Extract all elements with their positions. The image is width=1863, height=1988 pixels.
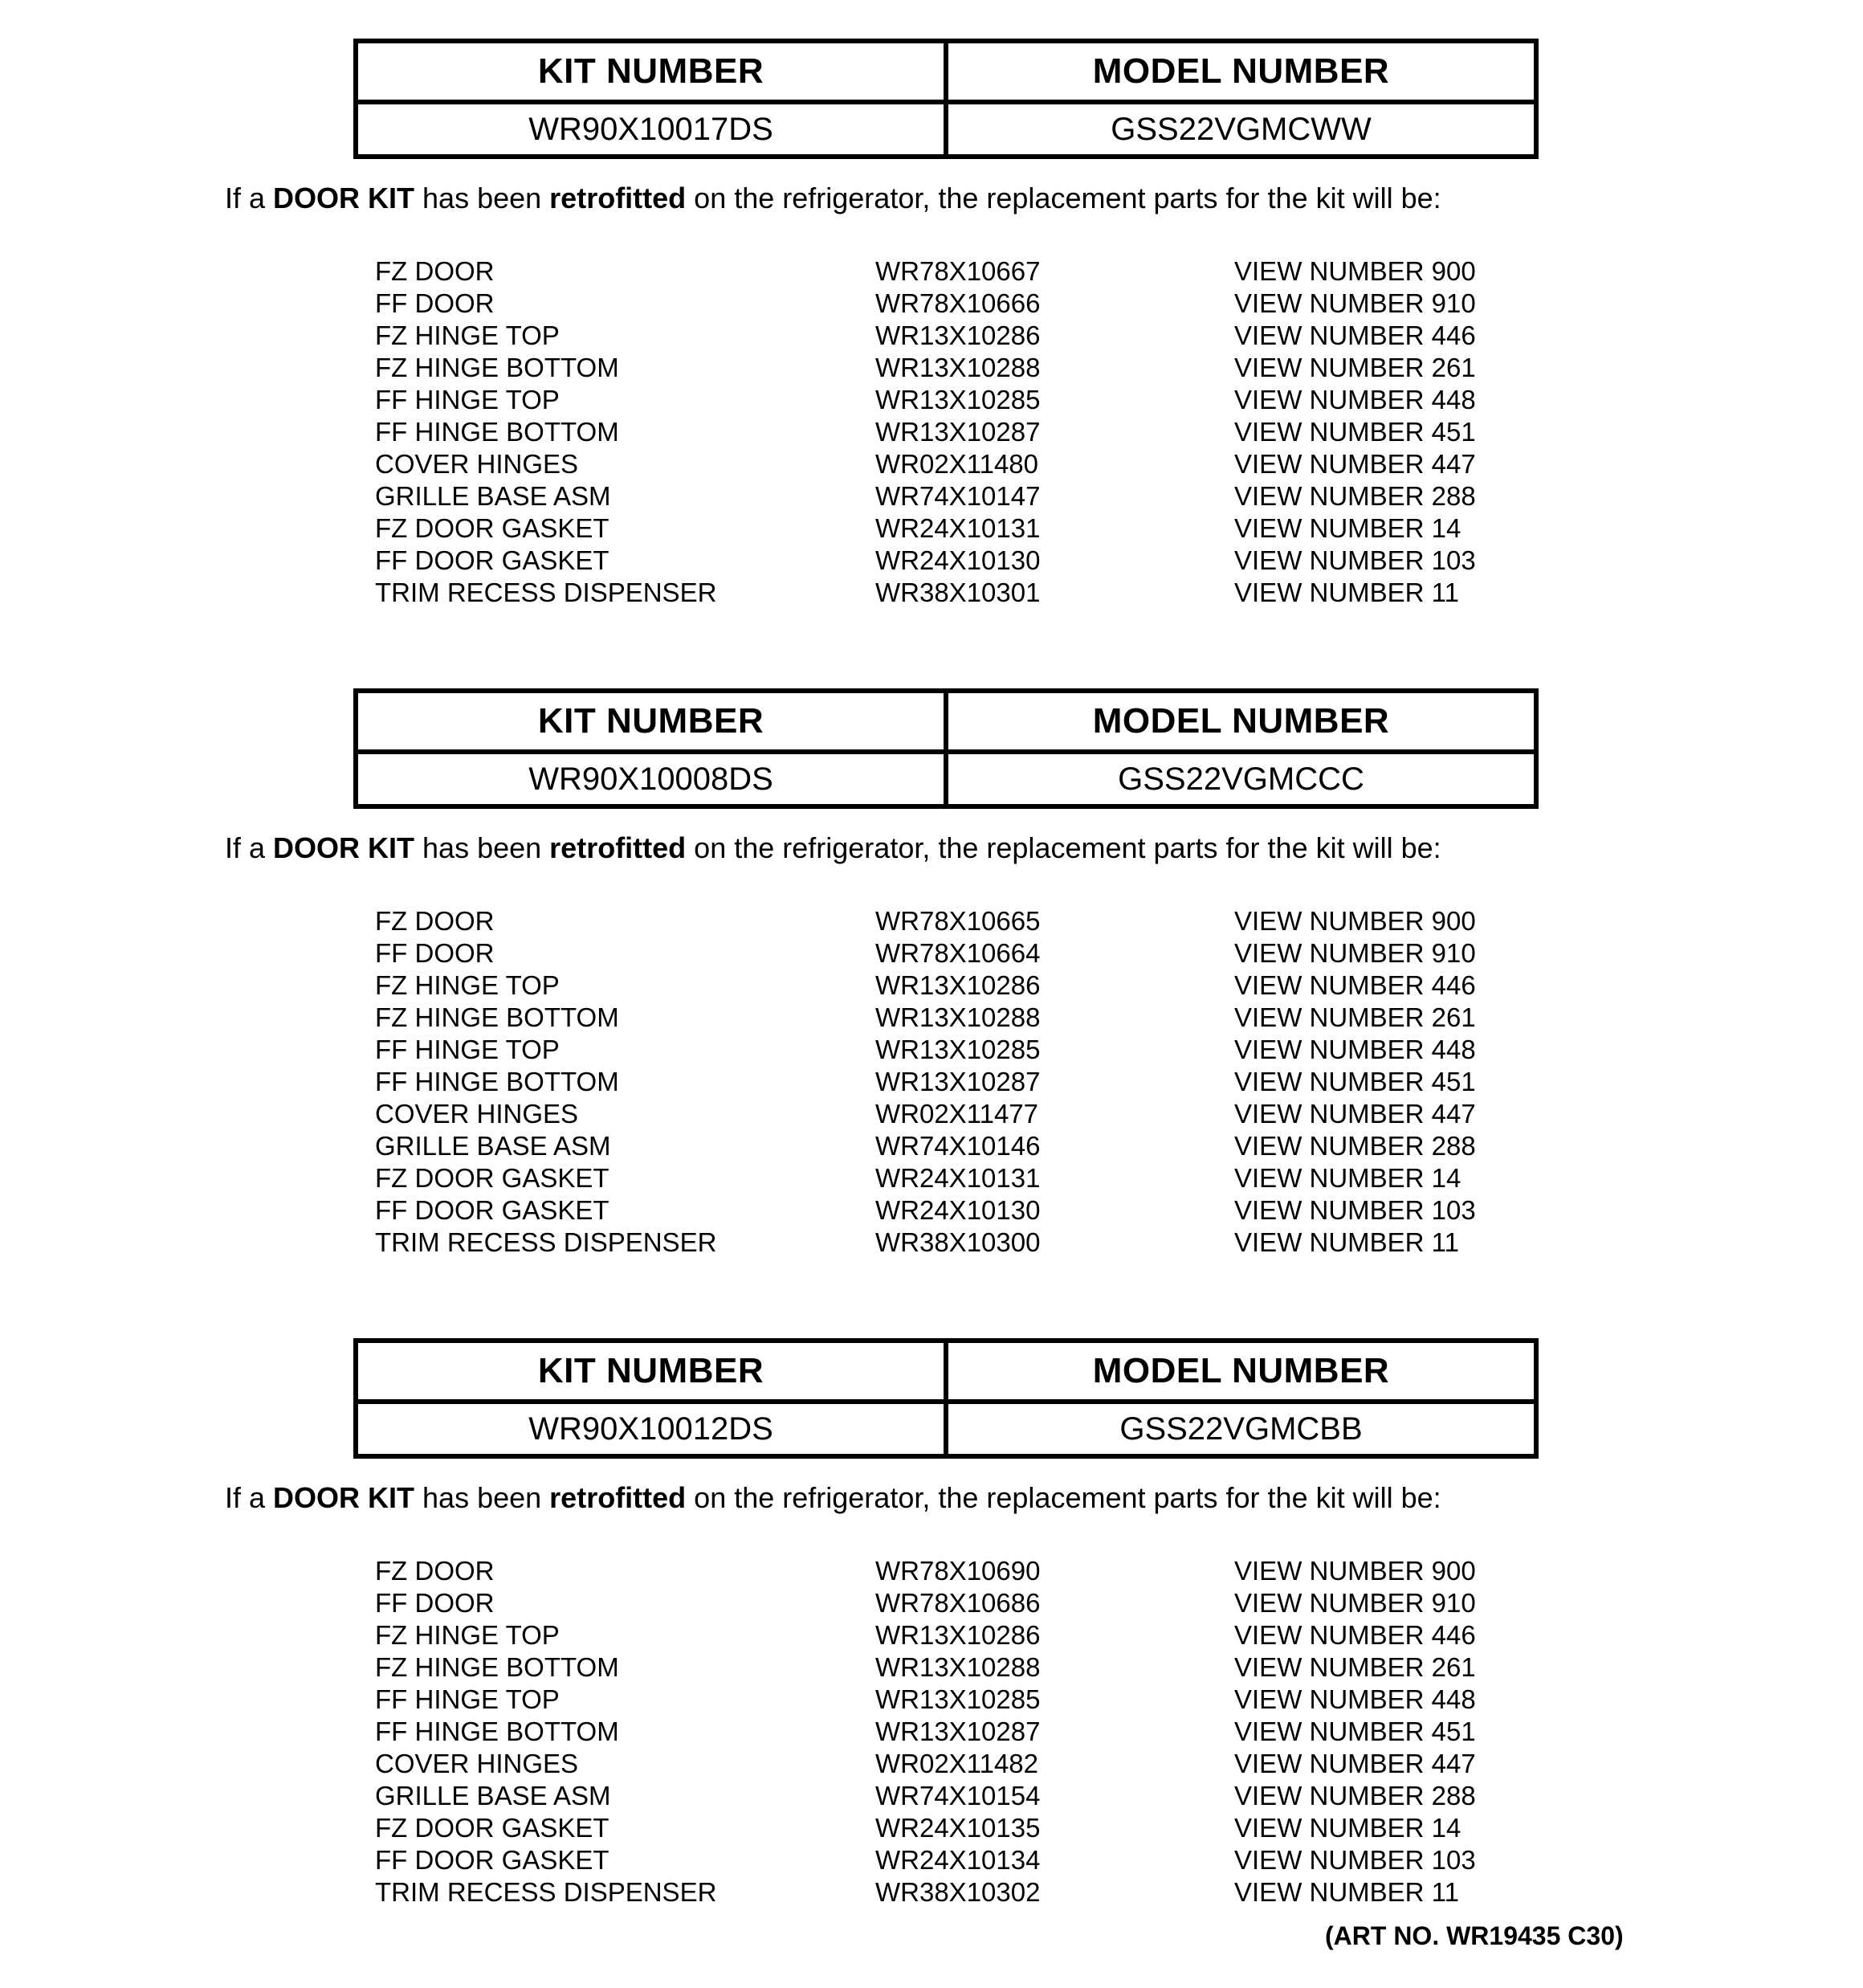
model-number-header: MODEL NUMBER <box>946 1341 1536 1402</box>
retrofitted-emphasis: retrofitted <box>549 831 687 864</box>
model-number-header: MODEL NUMBER <box>946 691 1536 752</box>
part-number: WR78X10665 <box>875 906 1041 936</box>
parts-list-1 <box>375 255 1863 609</box>
parts-row <box>375 937 1863 970</box>
intro-text-segment: on the refrigerator, the replacement parts for the kit will be: <box>686 182 1441 214</box>
view-number: VIEW NUMBER 451 <box>1234 1717 1476 1746</box>
parts-row <box>375 1651 1863 1684</box>
part-name: FF HINGE BOTTOM <box>375 1717 619 1746</box>
view-number: VIEW NUMBER 14 <box>1234 513 1461 543</box>
table-header-row <box>356 41 1536 102</box>
intro-text-segment: has been <box>414 831 550 864</box>
view-number: VIEW NUMBER 451 <box>1234 417 1476 447</box>
view-number: VIEW NUMBER 261 <box>1234 353 1476 382</box>
parts-row <box>375 1684 1863 1716</box>
part-name: FF DOOR <box>375 938 495 968</box>
part-number: WR02X11482 <box>875 1749 1039 1778</box>
part-number: WR24X10130 <box>875 545 1041 575</box>
view-number: VIEW NUMBER 900 <box>1234 1556 1476 1586</box>
parts-list-3 <box>375 1555 1863 1908</box>
part-number: WR74X10146 <box>875 1131 1041 1161</box>
parts-row <box>375 970 1863 1002</box>
kit-number-value: WR90X10012DS <box>356 1402 946 1456</box>
part-name: FZ HINGE BOTTOM <box>375 1652 619 1682</box>
part-number: WR74X10147 <box>875 481 1041 511</box>
view-number: VIEW NUMBER 447 <box>1234 1099 1476 1129</box>
model-number-value: GSS22VGMCCC <box>946 752 1536 806</box>
part-name: FF HINGE TOP <box>375 385 560 414</box>
part-name: FZ DOOR GASKET <box>375 513 609 543</box>
model-number-value: GSS22VGMCWW <box>946 102 1536 157</box>
kit-number-value: WR90X10008DS <box>356 752 946 806</box>
intro-text-segment: on the refrigerator, the replacement parts for the kit will be: <box>686 1481 1441 1514</box>
parts-row <box>375 1716 1863 1748</box>
parts-row <box>375 1066 1863 1098</box>
part-name: FF DOOR GASKET <box>375 1845 609 1875</box>
view-number: VIEW NUMBER 447 <box>1234 449 1476 479</box>
part-name: COVER HINGES <box>375 1749 579 1778</box>
part-name: FZ HINGE BOTTOM <box>375 353 619 382</box>
part-name: FZ HINGE TOP <box>375 1620 560 1650</box>
parts-row <box>375 1876 1863 1908</box>
parts-row <box>375 288 1863 320</box>
parts-row <box>375 352 1863 384</box>
intro-text-segment: on the refrigerator, the replacement parts for the kit will be: <box>686 831 1441 864</box>
kit-number-header: KIT NUMBER <box>356 41 946 102</box>
part-name: GRILLE BASE ASM <box>375 1781 611 1810</box>
part-number: WR02X11480 <box>875 449 1039 479</box>
part-number: WR13X10288 <box>875 1002 1041 1032</box>
door-kit-emphasis: DOOR KIT <box>273 182 415 214</box>
view-number: VIEW NUMBER 446 <box>1234 320 1476 350</box>
view-number: VIEW NUMBER 103 <box>1234 1845 1476 1875</box>
part-name: FF DOOR GASKET <box>375 1195 609 1225</box>
intro-text-segment: If a <box>225 182 274 214</box>
kit-section-1 <box>0 39 1863 609</box>
intro-text-segment: has been <box>414 1481 550 1514</box>
parts-row <box>375 1194 1863 1227</box>
part-name: FZ DOOR GASKET <box>375 1813 609 1843</box>
door-kit-emphasis: DOOR KIT <box>273 831 415 864</box>
view-number: VIEW NUMBER 288 <box>1234 1781 1476 1810</box>
part-number: WR13X10286 <box>875 320 1041 350</box>
parts-row <box>375 512 1863 545</box>
view-number: VIEW NUMBER 288 <box>1234 1131 1476 1161</box>
parts-row <box>375 1098 1863 1130</box>
view-number: VIEW NUMBER 900 <box>1234 906 1476 936</box>
part-number: WR24X10131 <box>875 513 1041 543</box>
part-number: WR13X10288 <box>875 1652 1041 1682</box>
part-number: WR13X10286 <box>875 1620 1041 1650</box>
part-name: TRIM RECESS DISPENSER <box>375 1877 717 1907</box>
part-name: FF DOOR <box>375 1588 495 1618</box>
part-number: WR13X10285 <box>875 1035 1041 1064</box>
kit-number-header: KIT NUMBER <box>356 691 946 752</box>
view-number: VIEW NUMBER 448 <box>1234 1035 1476 1064</box>
part-number: WR13X10287 <box>875 1067 1041 1096</box>
view-number: VIEW NUMBER 103 <box>1234 1195 1476 1225</box>
kit-model-table-1 <box>353 39 1539 159</box>
part-number: WR78X10667 <box>875 256 1041 286</box>
part-number: WR38X10302 <box>875 1877 1041 1907</box>
part-name: FZ DOOR <box>375 1556 495 1586</box>
retrofitted-emphasis: retrofitted <box>549 1481 687 1514</box>
part-number: WR13X10288 <box>875 353 1041 382</box>
part-number: WR13X10286 <box>875 970 1041 1000</box>
part-number: WR13X10285 <box>875 385 1041 414</box>
part-name: FZ HINGE TOP <box>375 320 560 350</box>
intro-text-segment: If a <box>225 831 274 864</box>
table-value-row <box>356 752 1536 806</box>
parts-row <box>375 1555 1863 1587</box>
view-number: VIEW NUMBER 910 <box>1234 1588 1476 1618</box>
kit-number-header: KIT NUMBER <box>356 1341 946 1402</box>
parts-row <box>375 1002 1863 1034</box>
model-number-header: MODEL NUMBER <box>946 41 1536 102</box>
parts-row <box>375 448 1863 480</box>
part-number: WR78X10664 <box>875 938 1041 968</box>
view-number: VIEW NUMBER 910 <box>1234 938 1476 968</box>
view-number: VIEW NUMBER 447 <box>1234 1749 1476 1778</box>
intro-text-segment: If a <box>225 1481 274 1514</box>
view-number: VIEW NUMBER 14 <box>1234 1163 1461 1193</box>
kit-model-table-3 <box>353 1338 1539 1459</box>
parts-row <box>375 1587 1863 1619</box>
intro-text <box>225 831 1863 865</box>
parts-row <box>375 1162 1863 1194</box>
intro-text <box>225 1481 1863 1515</box>
parts-row <box>375 1812 1863 1844</box>
view-number: VIEW NUMBER 910 <box>1234 288 1476 318</box>
part-name: FF HINGE TOP <box>375 1684 560 1714</box>
part-name: FZ DOOR <box>375 906 495 936</box>
parts-row <box>375 545 1863 577</box>
parts-row <box>375 384 1863 416</box>
view-number: VIEW NUMBER 261 <box>1234 1652 1476 1682</box>
art-number: (ART NO. WR19435 C30) <box>1325 1921 1624 1950</box>
door-kit-emphasis: DOOR KIT <box>273 1481 415 1514</box>
view-number: VIEW NUMBER 448 <box>1234 385 1476 414</box>
kit-section-2 <box>0 688 1863 1259</box>
part-number: WR78X10686 <box>875 1588 1041 1618</box>
parts-row <box>375 1619 1863 1651</box>
table-value-row <box>356 102 1536 157</box>
part-number: WR78X10690 <box>875 1556 1041 1586</box>
parts-row <box>375 1780 1863 1812</box>
part-name: FF HINGE TOP <box>375 1035 560 1064</box>
view-number: VIEW NUMBER 14 <box>1234 1813 1461 1843</box>
view-number: VIEW NUMBER 103 <box>1234 545 1476 575</box>
parts-row <box>375 416 1863 448</box>
model-number-value: GSS22VGMCBB <box>946 1402 1536 1456</box>
part-name: COVER HINGES <box>375 449 579 479</box>
parts-row <box>375 255 1863 288</box>
table-header-row <box>356 1341 1536 1402</box>
part-name: GRILLE BASE ASM <box>375 481 611 511</box>
part-name: TRIM RECESS DISPENSER <box>375 1227 717 1257</box>
view-number: VIEW NUMBER 446 <box>1234 1620 1476 1650</box>
part-number: WR38X10301 <box>875 578 1041 607</box>
view-number: VIEW NUMBER 448 <box>1234 1684 1476 1714</box>
retrofitted-emphasis: retrofitted <box>549 182 687 214</box>
part-number: WR13X10287 <box>875 1717 1041 1746</box>
part-name: FZ DOOR <box>375 256 495 286</box>
part-name: FF DOOR GASKET <box>375 545 609 575</box>
view-number: VIEW NUMBER 451 <box>1234 1067 1476 1096</box>
parts-list-2 <box>375 905 1863 1259</box>
intro-text-segment: has been <box>414 182 550 214</box>
view-number: VIEW NUMBER 11 <box>1234 578 1459 607</box>
kit-section-3 <box>0 1338 1863 1908</box>
part-number: WR02X11477 <box>875 1099 1039 1129</box>
part-number: WR24X10130 <box>875 1195 1041 1225</box>
part-number: WR24X10134 <box>875 1845 1041 1875</box>
part-number: WR38X10300 <box>875 1227 1041 1257</box>
part-name: GRILLE BASE ASM <box>375 1131 611 1161</box>
part-name: FF HINGE BOTTOM <box>375 417 619 447</box>
part-number: WR24X10131 <box>875 1163 1041 1193</box>
kit-model-table-2 <box>353 688 1539 809</box>
view-number: VIEW NUMBER 11 <box>1234 1877 1459 1907</box>
part-name: FZ HINGE BOTTOM <box>375 1002 619 1032</box>
parts-row <box>375 320 1863 352</box>
part-number: WR24X10135 <box>875 1813 1041 1843</box>
view-number: VIEW NUMBER 900 <box>1234 256 1476 286</box>
part-name: COVER HINGES <box>375 1099 579 1129</box>
part-name: TRIM RECESS DISPENSER <box>375 578 717 607</box>
parts-row <box>375 480 1863 512</box>
kit-number-value: WR90X10017DS <box>356 102 946 157</box>
view-number: VIEW NUMBER 261 <box>1234 1002 1476 1032</box>
parts-row <box>375 1034 1863 1066</box>
part-number: WR78X10666 <box>875 288 1041 318</box>
parts-row <box>375 905 1863 937</box>
view-number: VIEW NUMBER 288 <box>1234 481 1476 511</box>
part-name: FZ HINGE TOP <box>375 970 560 1000</box>
parts-row <box>375 1227 1863 1259</box>
parts-row <box>375 577 1863 609</box>
part-number: WR74X10154 <box>875 1781 1041 1810</box>
view-number: VIEW NUMBER 11 <box>1234 1227 1459 1257</box>
part-name: FF HINGE BOTTOM <box>375 1067 619 1096</box>
parts-row <box>375 1844 1863 1876</box>
part-number: WR13X10285 <box>875 1684 1041 1714</box>
part-number: WR13X10287 <box>875 417 1041 447</box>
parts-row <box>375 1130 1863 1162</box>
table-header-row <box>356 691 1536 752</box>
part-name: FZ DOOR GASKET <box>375 1163 609 1193</box>
part-name: FF DOOR <box>375 288 495 318</box>
table-value-row <box>356 1402 1536 1456</box>
parts-row <box>375 1748 1863 1780</box>
intro-text <box>225 182 1863 215</box>
view-number: VIEW NUMBER 446 <box>1234 970 1476 1000</box>
